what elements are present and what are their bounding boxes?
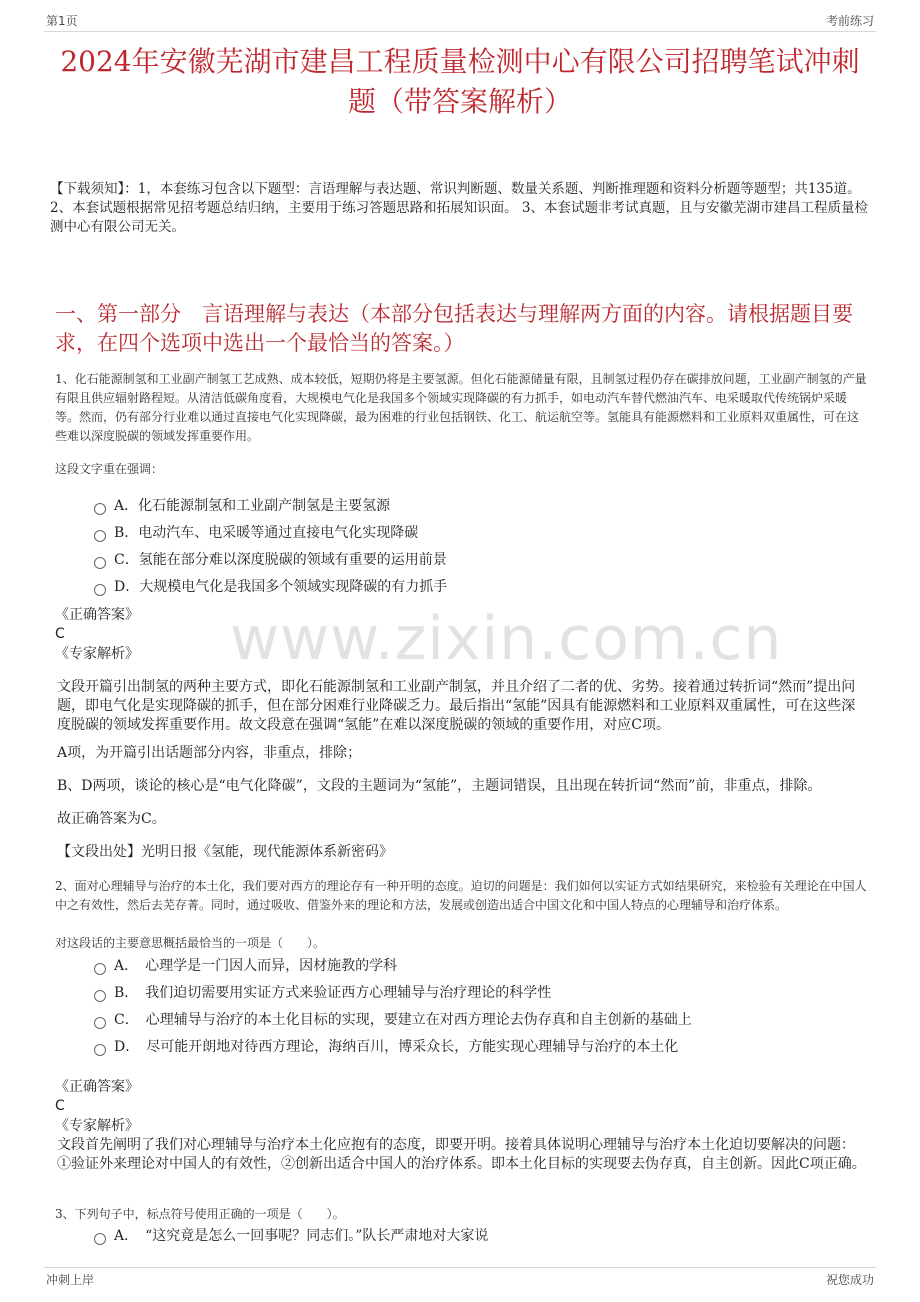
radio-icon[interactable] — [94, 1044, 106, 1056]
question-2-analysis: 文段首先阐明了我们对心理辅导与治疗本土化应抱有的态度，即要开明。接着具体说明心理辅导与治疗本土化迫切要解决的问题：①验证外来理论对中国人的有效性，②创新出适合中国人的治疗体系。即本土化目标的实现要去伪存真，自主创新。因此C项正确。 — [57, 1137, 866, 1172]
question-1-option-c[interactable]: C．氢能在部分难以深度脱碳的领域有重要的运用前景 — [94, 550, 447, 570]
download-notice: 【下载须知】：1，本套练习包含以下题型：言语理解与表达题、常识判断题、数量关系题、判断推理题和资料分析题等题型；共135道。 2、本套试题根据常见招考题总结归纳，主要用于练习答题思路和拓展知识面。 3、本套试题非考试真题，且与安徽芜湖市建昌工程质量检测中心有限公司无关。 — [50, 181, 868, 235]
question-1-conclusion: 故正确答案为C。 — [57, 811, 166, 827]
footer-right-label: 祝您成功 — [825, 1273, 874, 1287]
section-heading: 一、第一部分 言语理解与表达（本部分包括表达与理解两方面的内容。请根据题目要求，在四个选项中选出一个最恰当的答案。） — [55, 302, 853, 355]
radio-icon[interactable] — [94, 557, 106, 569]
question-2-option-c[interactable]: C． 心理辅导与治疗的本土化目标的实现，要建立在对西方理论去伪存真和自主创新的基础上 — [94, 1010, 692, 1030]
question-1-text: 1、化石能源制氢和工业副产制氢工艺成熟、成本较低，短期仍将是主要氢源。但化石能源储量有限，且制氢过程仍存在碳排放问题，工业副产制氢的产量有限且供应辐射路程短。从清洁低碳角度看，大规模电气化是我国多个领域实现降碳的有力抓手，如电动汽车替代燃油汽车、电采暖取代传统锅炉采暖等。然而，仍有部分行业难以通过直接电气化实现降碳，最为困难的行业包括钢铁、化工、航运航空等。氢能具有能源燃料和工业原料双重属性，可在这些难以深度脱碳的领域发挥重要作用。 — [55, 372, 867, 443]
radio-icon[interactable] — [94, 1233, 106, 1245]
question-1-option-b[interactable]: B．电动汽车、电采暖等通过直接电气化实现降碳 — [94, 523, 418, 543]
question-1-option-a[interactable]: A．化石能源制氢和工业副产制氢是主要氢源 — [94, 496, 390, 516]
radio-icon[interactable] — [94, 1017, 106, 1029]
question-2-option-b[interactable]: B． 我们迫切需要用实证方式来验证西方心理辅导与治疗理论的科学性 — [94, 983, 551, 1003]
question-1-option-d[interactable]: D．大规模电气化是我国多个领域实现降碳的有力抓手 — [94, 577, 447, 597]
question-1-analysis-a: A项，为开篇引出话题部分内容，非重点，排除； — [57, 745, 362, 761]
question-1-prompt: 这段文字重在强调： — [55, 462, 164, 476]
question-2-text: 2、面对心理辅导与治疗的本土化，我们要对西方的理论存有一种开明的态度。迫切的问题是：我们如何以实证方式如结果研究，来检验有关理论在中国人中之有效性，然后去芜存菁。同时，通过吸收、借鉴外来的理论和方法，发展或创造出适合中国文化和中国人特点的心理辅导和治疗体系。 — [55, 879, 867, 912]
question-2-answer: C — [55, 1098, 65, 1114]
footer-divider — [44, 1267, 876, 1268]
question-1-source: 【文段出处】光明日报《氢能，现代能源体系新密码》 — [57, 844, 393, 860]
question-1-answer-label: 《正确答案》 — [55, 607, 139, 623]
header-divider — [44, 31, 876, 32]
header-label: 考前练习 — [825, 14, 874, 28]
page-number: 第1页 — [46, 14, 78, 28]
radio-icon[interactable] — [94, 963, 106, 975]
question-2-analysis-label: 《专家解析》 — [55, 1118, 139, 1134]
footer-left-label: 冲刺上岸 — [46, 1273, 95, 1287]
question-3-text: 3、下列句子中，标点符号使用正确的一项是（ ）。 — [55, 1207, 345, 1221]
radio-icon[interactable] — [94, 530, 106, 542]
watermark: www.zixin.com.cn — [230, 604, 783, 674]
question-3-option-a[interactable]: A． “这究竟是怎么一回事呢？同志们。”队长严肃地对大家说 — [94, 1226, 488, 1246]
question-1-analysis-bd: B、D两项，谈论的核心是“电气化降碳”，文段的主题词为“氢能”，主题词错误，且出现在转折词“然而”前，非重点，排除。 — [57, 778, 822, 794]
question-2-prompt: 对这段话的主要意思概括最恰当的一项是（ ）。 — [55, 936, 326, 950]
question-1-answer: C — [55, 626, 65, 642]
question-1-analysis-label: 《专家解析》 — [55, 646, 139, 662]
radio-icon[interactable] — [94, 503, 106, 515]
question-2-option-a[interactable]: A． 心理学是一门因人而异，因材施教的学科 — [94, 956, 397, 976]
radio-icon[interactable] — [94, 990, 106, 1002]
question-2-answer-label: 《正确答案》 — [55, 1079, 139, 1095]
question-2-option-d[interactable]: D． 尽可能开朗地对待西方理论，海纳百川，博采众长，方能实现心理辅导与治疗的本土化 — [94, 1037, 678, 1057]
document-title: 2024年安徽芜湖市建昌工程质量检测中心有限公司招聘笔试冲刺题（带答案解析） — [60, 45, 860, 118]
question-1-analysis-main: 文段开篇引出制氢的两种主要方式，即化石能源制氢和工业副产制氢，并且介绍了二者的优、劣势。接着通过转折词“然而”提出问题，即电气化是实现降碳的抓手，但在部分困难行业降碳乏力。最后指出“氢能”因具有能源燃料和工业原料双重属性，可在这些深度脱碳的领域发挥重要作用。故文段意在强调“氢能”在难以深度脱碳的领域的重要作用，对应C项。 — [57, 679, 856, 733]
radio-icon[interactable] — [94, 584, 106, 596]
